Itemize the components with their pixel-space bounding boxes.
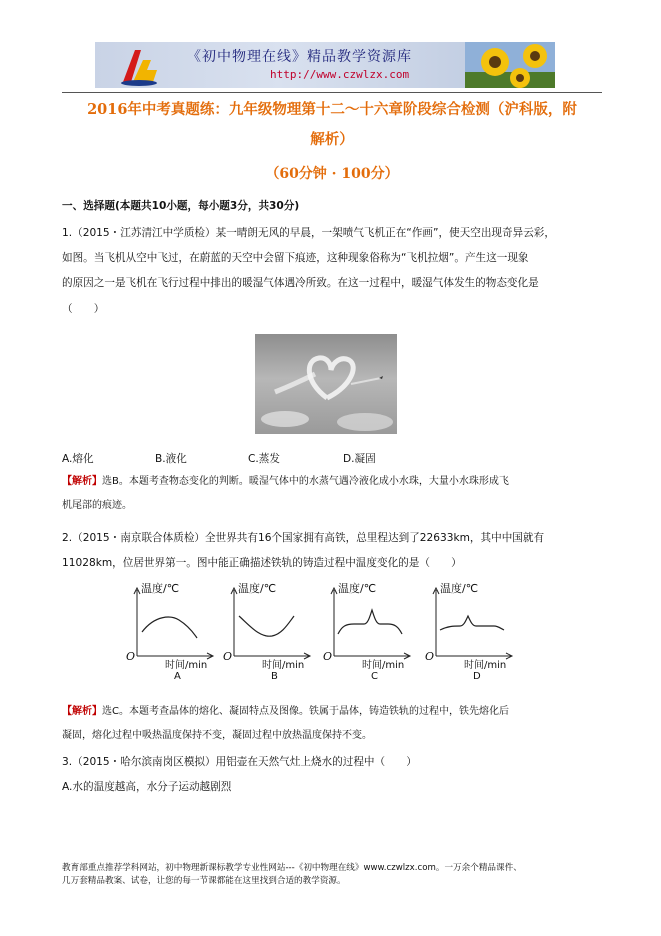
graph-a-letter: A <box>174 671 181 680</box>
graph-a-origin: O <box>126 650 136 663</box>
graph-c-xlabel: 时间/min <box>362 660 405 671</box>
heart-contrail-photo <box>255 334 397 434</box>
analysis-1-line: 机尾部的痕迹。 <box>62 500 132 511</box>
footer-line: 教育部重点推荐学科网站，初中物理新课标教学专业性网站---《初中物理在线》www.czwlzx.com。一万余个精品课件、 <box>62 863 522 873</box>
page-title: 2016年中考真题练：九年级物理第十二～十六章阶段综合检测（沪科版，附 <box>87 101 577 118</box>
graph-d-xlabel: 时间/min <box>464 660 507 671</box>
option-b: B.液化 <box>155 453 187 465</box>
exam-duration-score: （60分钟 · 100分） <box>265 166 399 182</box>
graph-a <box>125 580 215 680</box>
question-3-option-a: A.水的温度越高，水分子运动越剧烈 <box>62 781 232 793</box>
graph-b-letter: B <box>271 671 278 680</box>
graph-c-letter: C <box>371 671 378 680</box>
analysis-1-text: 选B。本题考查物态变化的判断。暖湿气体中的水蒸气遇冷液化成小水珠，大量小水珠形成飞 <box>102 476 509 487</box>
graph-b <box>222 580 312 680</box>
header-banner <box>95 42 555 88</box>
graph-d <box>424 580 514 680</box>
analysis-tag: 【解析】 <box>62 706 102 717</box>
analysis-2-line <box>62 705 509 719</box>
question-3-line: 3.（2015・哈尔滨南岗区模拟）用铝壶在天然气灶上烧水的过程中（ ） <box>62 756 417 768</box>
graph-c-origin: O <box>323 650 333 663</box>
analysis-1-line <box>62 475 509 489</box>
banner-slogan: 《初中物理在线》精品教学资源库 <box>187 49 412 65</box>
graph-b-xlabel: 时间/min <box>262 660 305 671</box>
analysis-2-text: 选C。本题考查晶体的熔化、凝固特点及图像。铁属于晶体，铸造铁轨的过程中，铁先熔化后 <box>102 706 509 717</box>
graph-b-origin: O <box>223 650 233 663</box>
graph-c-ylabel: 温度/℃ <box>338 582 377 595</box>
logo-icon <box>117 46 161 86</box>
header-divider <box>62 92 602 93</box>
graph-d-letter: D <box>473 671 481 680</box>
graph-d-origin: O <box>425 650 435 663</box>
graph-d-ylabel: 温度/℃ <box>440 582 479 595</box>
section-heading: 一、选择题(本题共10小题，每小题3分，共30分) <box>62 200 300 212</box>
question-1-line: 如图。当飞机从空中飞过，在蔚蓝的天空中会留下痕迹，这种现象俗称为“飞机拉烟”。产生这一现象 <box>62 252 529 264</box>
question-2-line: 11028km，位居世界第一。图中能正确描述铁轨的铸造过程中温度变化的是（ ） <box>62 557 462 569</box>
option-a: A.熔化 <box>62 453 94 465</box>
analysis-2-line: 凝固，熔化过程中吸热温度保持不变，凝固过程中放热温度保持不变。 <box>62 730 372 741</box>
question-1-line: 1.（2015・江苏清江中学质检）某一晴朗无风的早晨，一架喷气飞机正在“作画”，使天空出现奇异云彩， <box>62 227 555 239</box>
sunflower-image <box>465 42 555 88</box>
graph-a-ylabel: 温度/℃ <box>141 582 180 595</box>
question-1-line: 的原因之一是飞机在飞行过程中排出的暖湿气体遇冷所致。在这一过程中，暖湿气体发生的物态变化是 <box>62 277 539 289</box>
question-2-line: 2.（2015・南京联合体质检）全世界共有16个国家拥有高铁，总里程达到了22633km，其中中国就有 <box>62 532 545 544</box>
option-c: C.蒸发 <box>248 453 280 465</box>
graph-c <box>322 580 412 680</box>
banner-url[interactable]: http://www.czwlzx.com <box>270 68 410 81</box>
page-title-continued: 解析） <box>310 131 354 148</box>
page-footer <box>62 862 602 888</box>
graph-a-xlabel: 时间/min <box>165 660 208 671</box>
question-1-line: （ ） <box>62 303 105 315</box>
heart-contrail-image <box>255 334 397 434</box>
option-d: D.凝固 <box>343 453 376 465</box>
footer-line: 几万套精品教案、试卷，让您的每一节课都能在这里找到合适的教学资源。 <box>62 876 346 886</box>
analysis-tag: 【解析】 <box>62 476 102 487</box>
graph-b-ylabel: 温度/℃ <box>238 582 277 595</box>
